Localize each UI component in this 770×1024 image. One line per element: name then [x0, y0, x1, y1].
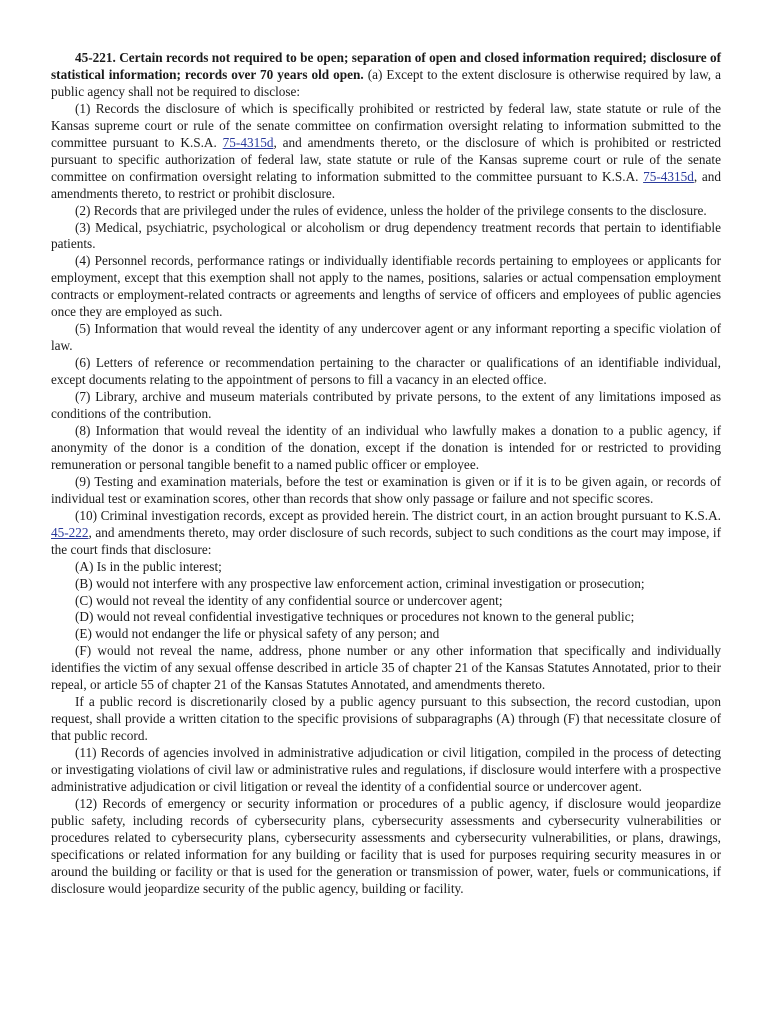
paragraph-8: (8) Information that would reveal the identity of an individual who lawfully makes a donation to a public agency, if anonymity of the donor is a condition of the donation, except if the donation is intended for or restricted to providing remuneration or personal tangible benefit to a named public officer or employee.	[51, 422, 721, 472]
paragraph-1-text-b: , and amendments thereto, or the disclosure of which is prohibited or restricted pursuant to specific authorization of federal law, state statute or rule of the Kansas supreme court or rule of the senate committee on confirmation oversight relating to information submitted to the committee pursuant to K.S.A.	[51, 134, 721, 184]
paragraph-1-text-c: , and amendments thereto, to restrict or prohibit disclosure.	[51, 168, 721, 201]
paragraph-10-text-b: , and amendments thereto, may order disclosure of such records, subject to such conditions as the court may impose, if the court finds that disclosure:	[51, 524, 721, 557]
paragraph-1-text-a: (1) Records the disclosure of which is specifically prohibited or restricted by federal law, state statute or rule of the Kansas supreme court or rule of the senate committee on confirmation oversight relating to information submitted to the committee pursuant to K.S.A.	[51, 100, 721, 150]
paragraph-3: (3) Medical, psychiatric, psychological or alcoholism or drug dependency treatment records that pertain to identifiable patients.	[51, 219, 721, 252]
link-75-4315d-first[interactable]: 75-4315d	[222, 134, 274, 150]
subparagraph-f: (F) would not reveal the name, address, phone number or any other information that specifically and individually identifies the victim of any sexual offense described in article 35 of chapter 21 of the Kansas Statutes Annotated, prior to their repeal, or article 55 of chapter 21 of the Kansas Statutes Annotated, and amendments thereto.	[51, 643, 721, 693]
paragraph-10	[51, 508, 721, 559]
paragraph-4: (4) Personnel records, performance ratings or individually identifiable records pertaining to employees or applicants for employment, except that this exemption shall not apply to the names, positions, salaries or actual compensation employment contracts or employment-related contracts or agreements and lengths of service of officers and employees of public agencies once they are employed as such.	[51, 253, 721, 320]
paragraph-6: (6) Letters of reference or recommendation pertaining to the character or qualifications of an identifiable individual, except documents relating to the appointment of persons to fill a vacancy in an elected office.	[51, 355, 721, 388]
subparagraph-c: (C) would not reveal the identity of any confidential source or undercover agent;	[75, 592, 503, 608]
paragraph-5: (5) Information that would reveal the identity of any undercover agent or any informant reporting a specific violation of law.	[51, 321, 721, 354]
paragraph-2: (2) Records that are privileged under the rules of evidence, unless the holder of the privilege consents to the disclosure.	[75, 202, 707, 218]
subparagraph-d: (D) would not reveal confidential investigative techniques or procedures not known to the general public;	[75, 609, 635, 625]
paragraph-12: (12) Records of emergency or security information or procedures of a public agency, if disclosure would jeopardize public safety, including records of cybersecurity plans, cybersecurity assessments and cybersecurity vulnerabilities or procedures related to cybersecurity plans, cybersecurity assessments and cybersecurity vulnerabilities, or plans, drawings, specifications or related information for any building or facility that is used for purposes requiring security measures in or around the building or facility or that is used for the generation or transmission of power, water, fuels or communications, if disclosure would jeopardize security of the public agency, building or facility.	[51, 795, 721, 896]
link-75-4315d-second[interactable]: 75-4315d	[643, 168, 694, 184]
intro-text: (a) Except to the extent disclosure is otherwise required by law, a public agency shall not be required to disclose:	[51, 66, 722, 99]
subparagraph-b: (B) would not interfere with any prospective law enforcement action, criminal investigation or prosecution;	[75, 575, 645, 591]
paragraph-9: (9) Testing and examination materials, before the test or examination is given or if it is to be given again, or records of individual test or examination scores, other than records that show only passage or failure and not specific scores.	[51, 473, 721, 506]
closure-citation-paragraph: If a public record is discretionarily closed by a public agency pursuant to this subsection, the record custodian, upon request, shall provide a written citation to the specific provisions of subparagraphs (A) through (F) that necessitate closure of that public record.	[51, 694, 721, 744]
subparagraph-a: (A) Is in the public interest;	[75, 558, 222, 574]
link-45-222[interactable]: 45-222	[51, 524, 89, 540]
paragraph-10-text-a: (10) Criminal investigation records, except as provided herein. The district court, in an action brought pursuant to K.S.A.	[75, 507, 721, 523]
statute-intro-paragraph	[51, 50, 721, 101]
subparagraph-e: (E) would not endanger the life or physical safety of any person; and	[75, 626, 440, 642]
paragraph-7: (7) Library, archive and museum materials contributed by private persons, to the extent of any limitations imposed as conditions of the contribution.	[51, 389, 721, 422]
paragraph-11: (11) Records of agencies involved in administrative adjudication or civil litigation, compiled in the process of detecting or investigating violations of civil law or administrative rules and regulations, if disclosure would interfere with a prospective administrative adjudication or civil litigation or reveal the identity of a confidential source or undercover agent.	[51, 745, 721, 794]
paragraph-1	[51, 101, 721, 203]
statute-heading: 45-221. Certain records not required to be open; separation of open and closed information required; disclosure of statistical information; records over 70 years old open.	[51, 50, 721, 82]
